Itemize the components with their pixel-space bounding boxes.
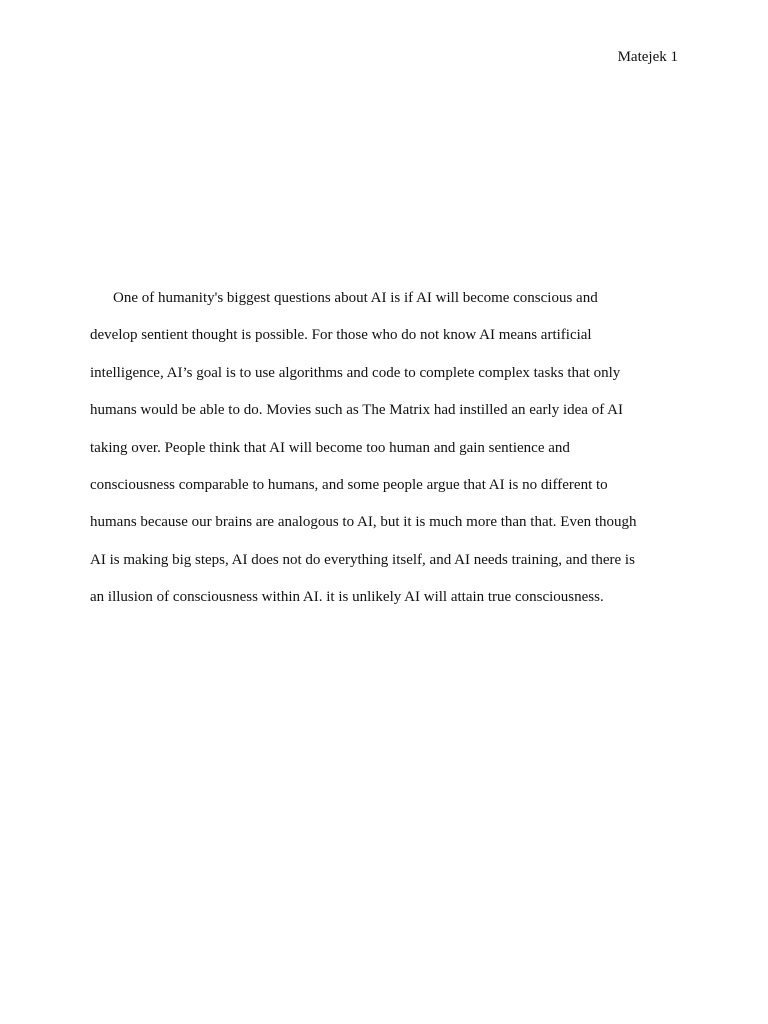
paragraph-line: AI is making big steps, AI does not do everything itself, and AI needs training, and there is — [90, 551, 635, 568]
paragraph-line: One of humanity's biggest questions about AI is if AI will become conscious and — [113, 290, 598, 306]
running-header-page-number: Matejek 1 — [617, 49, 678, 65]
body-paragraph — [90, 288, 678, 625]
paragraph-line: humans because our brains are analogous to AI, but it is much more than that. Even though — [90, 514, 637, 531]
paragraph-line: develop sentient thought is possible. For those who do not know AI means artificial — [90, 327, 592, 344]
paragraph-line: intelligence, AI’s goal is to use algorithms and code to complete complex tasks that only — [90, 364, 621, 381]
paragraph-line: consciousness comparable to humans, and some people argue that AI is no different to — [90, 476, 608, 493]
paragraph-line: humans would be able to do. Movies such as The Matrix had instilled an early idea of AI — [90, 402, 623, 419]
paragraph-line: an illusion of consciousness within AI. it is unlikely AI will attain true consciousness. — [90, 589, 604, 606]
paragraph-line: taking over. People think that AI will become too human and gain sentience and — [90, 439, 570, 456]
